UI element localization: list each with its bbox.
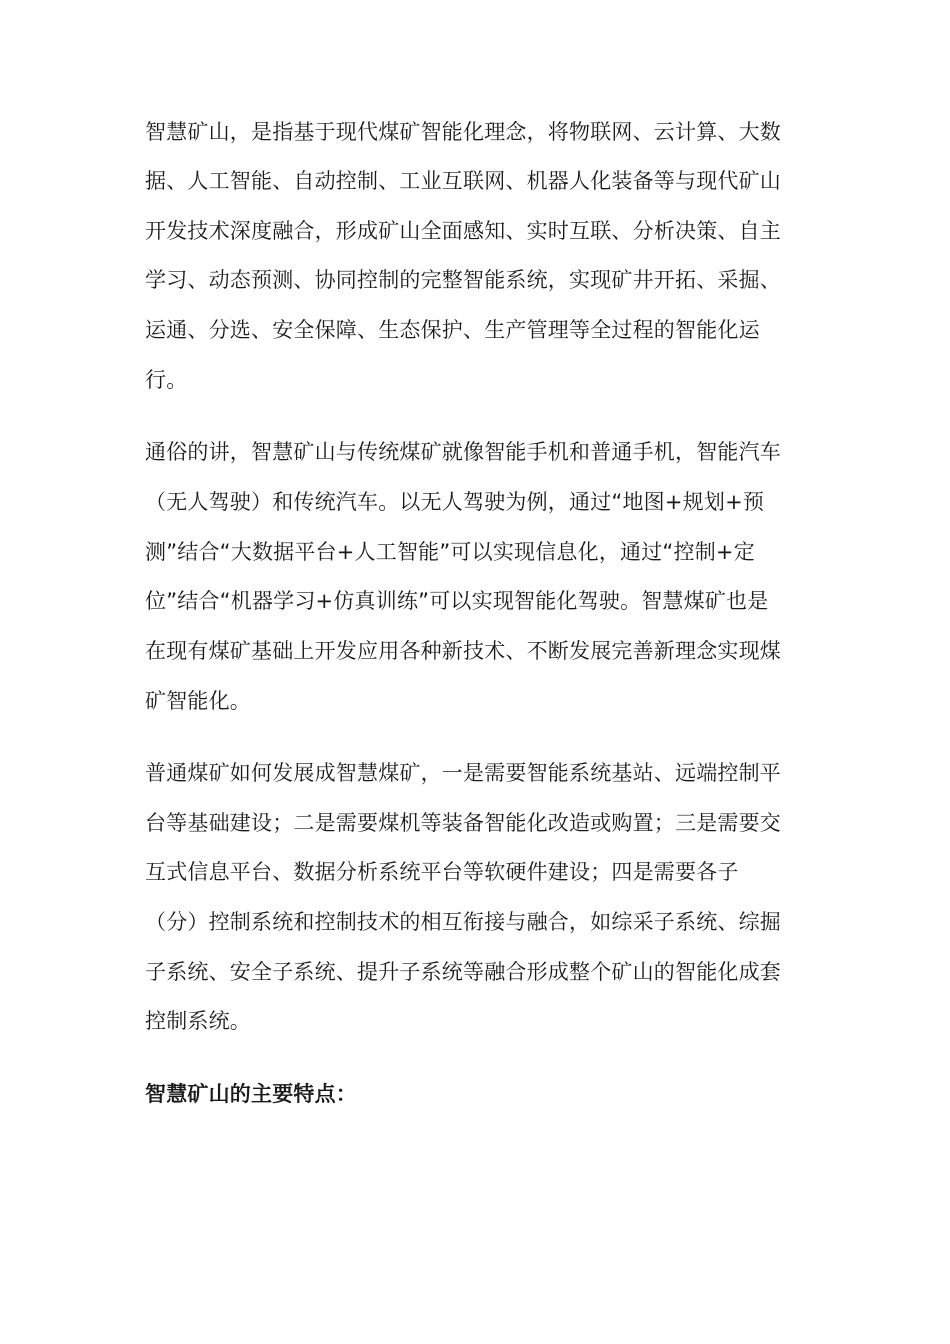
paragraph-line: 开发技术深度融合，形成矿山全面感知、实时互联、分析决策、自主 xyxy=(145,219,781,243)
paragraph-line: 运通、分选、安全保障、生态保护、生产管理等全过程的智能化运 xyxy=(145,318,760,342)
paragraph-line: 通俗的讲，智慧矿山与传统煤矿就像智能手机和普通手机，智能汽车 xyxy=(145,440,781,464)
paragraph-line: 控制系统。 xyxy=(145,1009,251,1033)
paragraph-line: 测”结合“大数据平台+人工智能”可以实现信息化，通过“控制+定 xyxy=(145,540,755,564)
section-heading: 智慧矿山的主要特点： xyxy=(145,1082,357,1106)
paragraph-line: 在现有煤矿基础上开发应用各种新技术、不断发展完善新理念实现煤 xyxy=(145,639,781,663)
paragraph-line: 普通煤矿如何发展成智慧煤矿，一是需要智能系统基站、远端控制平 xyxy=(145,761,781,785)
paragraph-line: 子系统、安全子系统、提升子系统等融合形成整个矿山的智能化成套 xyxy=(145,960,781,984)
paragraph-line: 位”结合“机器学习+仿真训练”可以实现智能化驾驶。智慧煤矿也是 xyxy=(145,589,769,613)
paragraph-line: 互式信息平台、数据分析系统平台等软硬件建设；四是需要各子 xyxy=(145,860,739,884)
paragraph-line: 智慧矿山，是指基于现代煤矿智能化理念，将物联网、云计算、大数 xyxy=(145,120,781,144)
paragraph-line: 学习、动态预测、协同控制的完整智能系统，实现矿井开拓、采掘、 xyxy=(145,268,781,292)
paragraph-line: （无人驾驶）和传统汽车。以无人驾驶为例，通过“地图+规划+预 xyxy=(145,490,765,514)
paragraph-line: 行。 xyxy=(145,368,188,392)
paragraph-line: 据、人工智能、自动控制、工业互联网、机器人化装备等与现代矿山 xyxy=(145,169,781,193)
paragraph-line: （分）控制系统和控制技术的相互衔接与融合，如综采子系统、综掘 xyxy=(145,910,781,934)
paragraph-line: 台等基础建设；二是需要煤机等装备智能化改造或购置；三是需要交 xyxy=(145,811,781,835)
paragraph-line: 矿智能化。 xyxy=(145,689,251,713)
